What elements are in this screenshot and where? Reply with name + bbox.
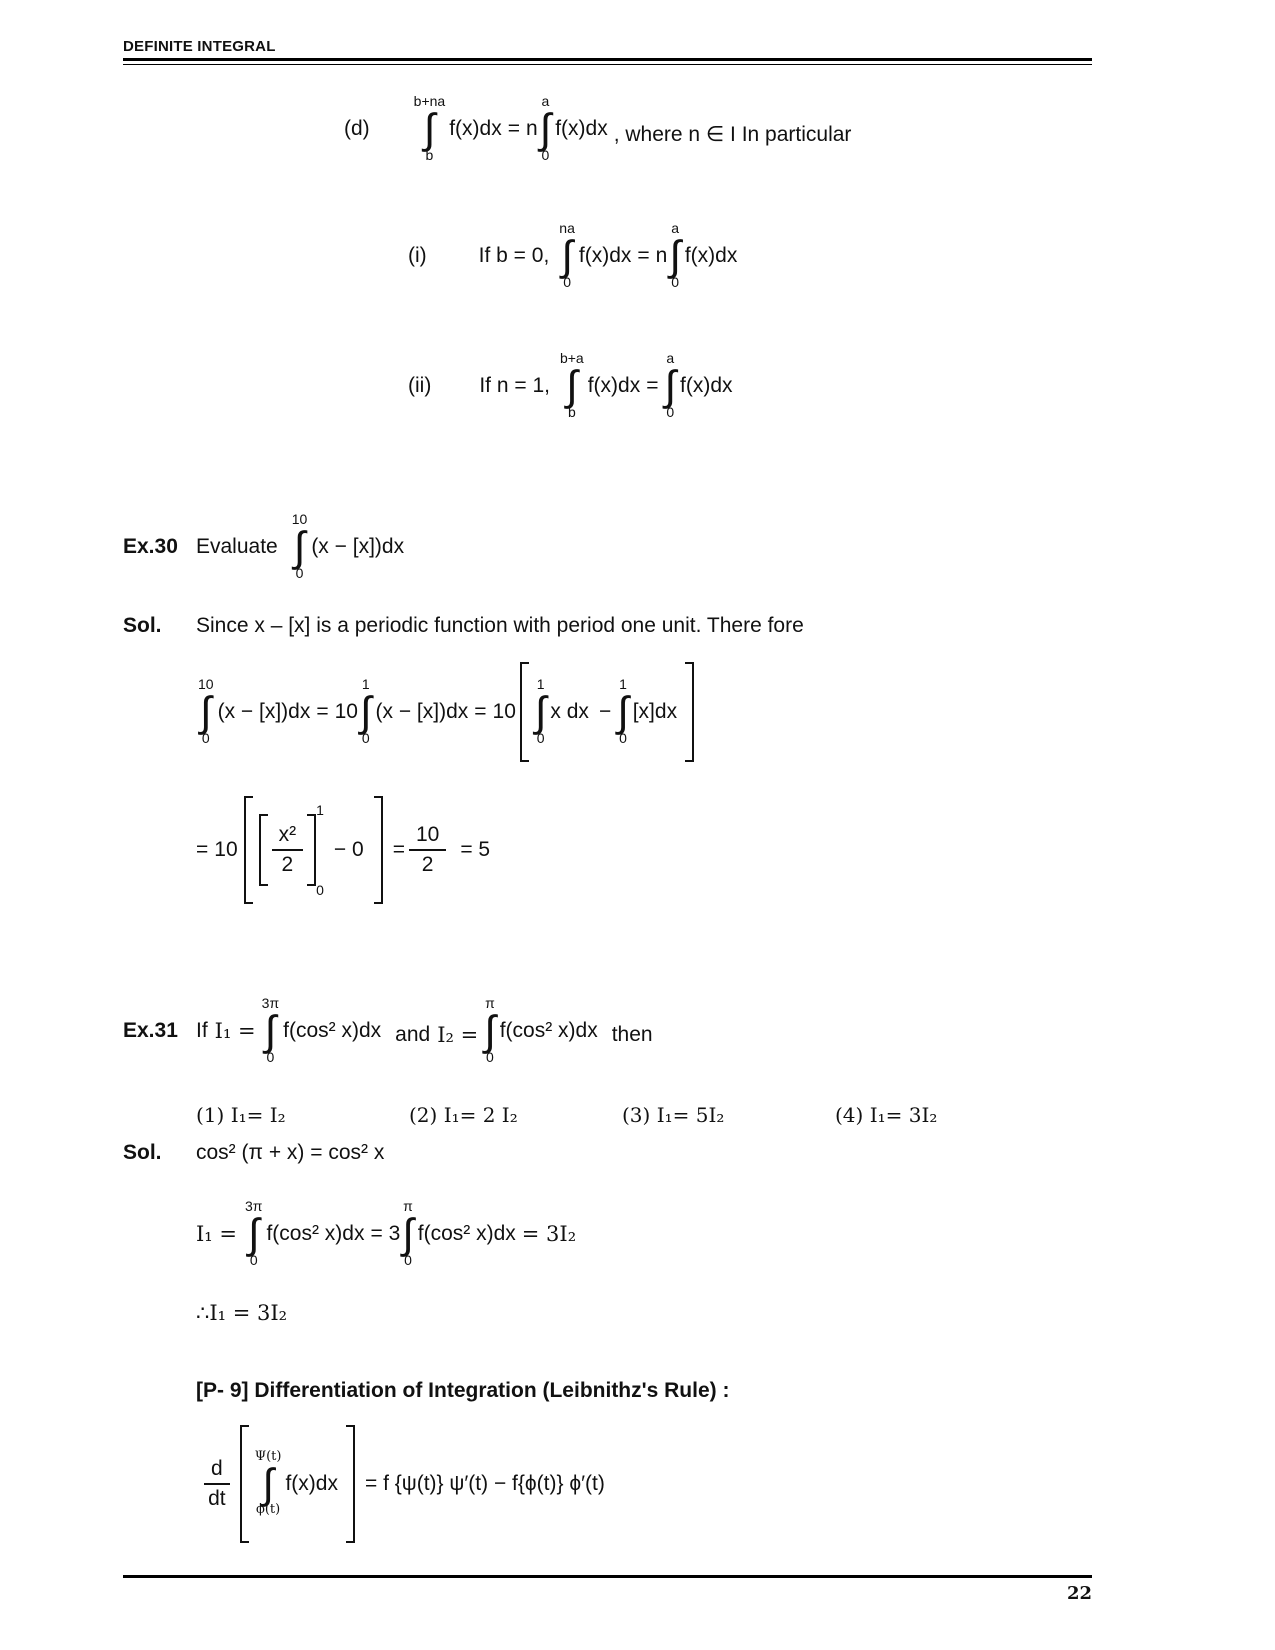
- fraction-denominator: 2: [281, 853, 294, 876]
- formula-ii: [408, 340, 733, 432]
- integrand: (x − [x])dx: [375, 700, 469, 723]
- integral-upper-limit: π: [403, 1198, 413, 1215]
- fraction: [409, 823, 446, 877]
- integral-upper-limit: 3π: [245, 1198, 263, 1215]
- integrand: f(x)dx: [449, 117, 502, 140]
- equals-sign: =: [474, 700, 487, 723]
- option-4: (4) I₁= 3I₂: [835, 1103, 938, 1127]
- integral: [360, 677, 372, 746]
- solution-31: [123, 1138, 384, 1168]
- condition-text: If n = 1,: [479, 374, 550, 397]
- integrand: [x]dx: [632, 700, 678, 723]
- integral-upper-limit: b+a: [559, 350, 584, 367]
- integral-lower-limit: 0: [486, 1049, 494, 1066]
- and-text: and: [395, 1023, 431, 1046]
- integral-upper-limit: 1: [361, 676, 370, 693]
- equals-sign: =: [507, 117, 520, 140]
- integral-sign-icon: ∫: [539, 104, 552, 152]
- item-label: (i): [408, 244, 427, 267]
- option-3: (3) I₁= 5I₂: [622, 1103, 725, 1127]
- integral: [402, 1199, 414, 1268]
- integral-lower-limit: 0: [619, 730, 627, 747]
- integral-upper-limit: 1: [536, 676, 545, 693]
- integral-lower-limit: 0: [536, 730, 545, 747]
- equals-sign: =: [392, 838, 405, 861]
- integral-upper-limit: a: [541, 93, 550, 110]
- integral-lower-limit: 0: [666, 404, 675, 421]
- integral: [245, 1199, 262, 1268]
- integral-upper-limit: 10: [291, 511, 308, 528]
- minus-sign: −: [598, 700, 612, 723]
- integrand: f(x)dx: [680, 374, 733, 397]
- integrand: f(cos² x)dx: [266, 1222, 365, 1245]
- fraction-numerator: x²: [272, 823, 304, 851]
- equals-coefficient: = 3: [370, 1222, 401, 1245]
- integrand: f(x)dx: [555, 117, 608, 140]
- ddt-fraction: [204, 1457, 230, 1511]
- i1-term: I₁ =: [196, 1222, 237, 1246]
- solution-text: cos² (π + x) = cos² x: [196, 1141, 385, 1164]
- integral-sign-icon: ∫: [247, 1209, 260, 1257]
- integral-sign-icon: ∫: [264, 1006, 277, 1054]
- integrand: f(cos² x)dx: [283, 1019, 382, 1042]
- minus-zero: − 0: [333, 838, 364, 861]
- solution-label: Sol.: [123, 1141, 162, 1164]
- integral-upper-limit: 3π: [261, 995, 280, 1012]
- outer-right-bracket: [374, 796, 383, 904]
- integral-sign-icon: ∫: [423, 104, 436, 152]
- integrand: (x − [x])dx: [311, 535, 405, 558]
- integral-lower-limit: 0: [266, 1049, 275, 1066]
- integral-sign-icon: ∫: [617, 687, 629, 735]
- item-label: (d): [344, 117, 370, 140]
- solution-30: [123, 612, 804, 640]
- integrand: f(x)dx: [684, 244, 738, 267]
- fraction-numerator: 10: [409, 823, 446, 851]
- page-number: 22: [1066, 1583, 1092, 1604]
- p9-heading: [196, 1376, 729, 1406]
- integral-upper-limit: a: [666, 350, 675, 367]
- integral-sign-icon: ∫: [561, 231, 573, 279]
- integral-sign-icon: ∫: [664, 361, 676, 409]
- outer-left-bracket: [244, 796, 253, 904]
- bracket-upper-limit: 1: [316, 802, 324, 818]
- integral: [484, 996, 496, 1065]
- integrand: f(cos² x)dx: [499, 1019, 598, 1042]
- integral: [560, 351, 584, 420]
- integral-lower-limit: 0: [361, 730, 370, 747]
- integral: [669, 221, 681, 290]
- bracket-lower-limit: 0: [316, 882, 324, 898]
- i1-term: I₁ =: [214, 1019, 256, 1043]
- integrand: f(cos² x)dx: [417, 1222, 516, 1245]
- page-header-title: DEFINITE INTEGRAL: [123, 38, 276, 55]
- integral-lower-limit: 0: [295, 565, 304, 582]
- integral: [535, 677, 547, 746]
- integral-sign-icon: ∫: [402, 1209, 414, 1257]
- inner-right-bracket: [307, 814, 316, 886]
- integral: [540, 94, 552, 163]
- coefficient: n: [655, 244, 668, 267]
- left-bracket: [520, 662, 529, 762]
- integral-lower-limit: 0: [671, 274, 679, 291]
- coefficient: 10: [492, 700, 516, 723]
- integral-sign-icon: ∫: [293, 522, 306, 570]
- answer-options: [196, 1100, 1196, 1130]
- ex30-working-line-1: [196, 660, 694, 764]
- condition-text: If b = 0,: [478, 244, 550, 267]
- rhs-expression: = f {ψ(t)} ψ′(t) − f{ϕ(t)} ϕ′(t): [364, 1472, 605, 1495]
- formula-tail-text: , where n ∈ I In particular: [613, 122, 852, 146]
- formula-i: [408, 210, 737, 302]
- equals-sign: =: [196, 838, 209, 861]
- integral-upper-limit: Ψ(t): [254, 1449, 282, 1465]
- integral: [198, 677, 214, 746]
- integral-lower-limit: 0: [563, 274, 571, 291]
- integrand: f(x)dx: [285, 1472, 338, 1495]
- fraction-numerator: d: [204, 1457, 230, 1485]
- integral-sign-icon: ∫: [484, 1006, 496, 1054]
- example-30: [123, 501, 404, 593]
- fraction-denominator: dt: [208, 1487, 226, 1510]
- question-text: Evaluate: [196, 535, 278, 558]
- footer-rule: [123, 1575, 1092, 1578]
- left-bracket: [240, 1425, 249, 1543]
- ex30-working-line-2: [196, 792, 490, 908]
- example-31: [123, 985, 653, 1077]
- inner-left-bracket: [259, 814, 268, 886]
- integral-sign-icon: ∫: [262, 1459, 274, 1507]
- equals-sign: =: [316, 700, 329, 723]
- item-label: (ii): [408, 374, 432, 397]
- then-text: then: [611, 1023, 653, 1046]
- coefficient: 10: [214, 838, 238, 861]
- option-2: (2) I₁= 2 I₂: [409, 1103, 518, 1127]
- integral-sign-icon: ∫: [200, 687, 212, 735]
- integral: [255, 1450, 282, 1517]
- fraction: [272, 823, 304, 877]
- integral: [664, 351, 676, 420]
- integrand: (x − [x])dx: [217, 700, 311, 723]
- example-label: Ex.31: [123, 1019, 178, 1042]
- header-rule: [123, 58, 1092, 65]
- integral-sign-icon: ∫: [566, 361, 578, 409]
- integral-lower-limit: ϕ(t): [255, 1502, 281, 1518]
- integral-upper-limit: na: [559, 220, 575, 237]
- question-text: If: [196, 1019, 208, 1042]
- result-term: = 3I₂: [521, 1222, 577, 1246]
- integral-upper-limit: b+na: [413, 93, 446, 110]
- integral: [617, 677, 629, 746]
- integral-sign-icon: ∫: [669, 231, 681, 279]
- integral: [292, 512, 308, 581]
- coefficient: n: [525, 117, 538, 140]
- integral-lower-limit: 0: [201, 730, 210, 747]
- integral-upper-limit: π: [485, 995, 495, 1012]
- integral: [559, 221, 575, 290]
- integral-lower-limit: b: [425, 147, 434, 164]
- integral-sign-icon: ∫: [359, 687, 372, 735]
- integrand: x dx: [550, 700, 589, 723]
- ex31-working-line: [196, 1188, 576, 1280]
- integral-upper-limit: a: [671, 220, 679, 237]
- integral: [414, 94, 446, 163]
- coefficient: 10: [334, 700, 358, 723]
- bracket-limits: [316, 803, 324, 897]
- integrand: f(x)dx: [587, 374, 641, 397]
- solution-text: Since x – [x] is a periodic function with period one unit. There fore: [196, 614, 804, 637]
- option-1: (1) I₁= I₂: [196, 1103, 286, 1127]
- integral-upper-limit: 1: [619, 676, 627, 693]
- example-label: Ex.30: [123, 535, 178, 558]
- solution-label: Sol.: [123, 614, 162, 637]
- fraction-denominator: 2: [421, 853, 434, 876]
- conclusion-line: [196, 1298, 287, 1328]
- integral-sign-icon: ∫: [534, 687, 547, 735]
- formula-d: [344, 83, 851, 175]
- integral-lower-limit: 0: [249, 1252, 258, 1269]
- integral: [262, 996, 279, 1065]
- section-heading: [P- 9] Differentiation of Integration (Leibnithz's Rule) :: [196, 1379, 730, 1402]
- integral-lower-limit: 0: [541, 147, 550, 164]
- equals-sign: =: [646, 374, 659, 397]
- right-bracket: [346, 1425, 355, 1543]
- leibnitz-formula: [200, 1422, 605, 1546]
- equals-sign: =: [637, 244, 650, 267]
- integral-lower-limit: b: [567, 404, 576, 421]
- integral-lower-limit: 0: [404, 1252, 412, 1269]
- therefore-statement: ∴I₁ = 3I₂: [196, 1301, 288, 1325]
- integral-upper-limit: 10: [198, 676, 214, 693]
- integrand: f(x)dx: [578, 244, 632, 267]
- right-bracket: [685, 662, 694, 762]
- i2-term: I₂ =: [437, 1023, 479, 1047]
- result-text: = 5: [460, 838, 491, 861]
